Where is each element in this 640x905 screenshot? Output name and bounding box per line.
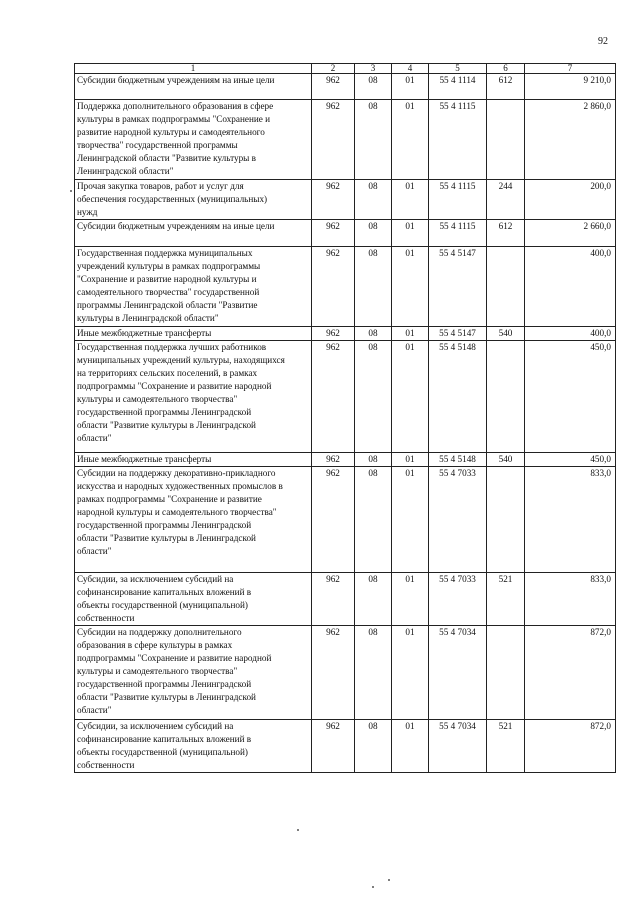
column-header: 7 <box>525 64 616 74</box>
row-grbs-code: 962 <box>312 74 355 100</box>
table-header-row <box>75 64 616 74</box>
row-grbs-code: 962 <box>312 573 355 626</box>
column-header: 1 <box>75 64 312 74</box>
row-subsection-code: 01 <box>392 180 429 220</box>
row-subsection-code: 01 <box>392 626 429 720</box>
row-description <box>75 327 312 341</box>
row-expense-type-code <box>487 247 525 327</box>
row-description-text: Иные межбюджетные трансферты <box>77 454 212 464</box>
row-target-article-code: 55 4 1115 <box>429 100 487 180</box>
row-grbs-code: 962 <box>312 626 355 720</box>
table-row <box>75 74 616 100</box>
row-expense-type-code <box>487 626 525 720</box>
table-row <box>75 467 616 573</box>
row-expense-type-code <box>487 467 525 573</box>
row-subsection-code: 01 <box>392 74 429 100</box>
row-description <box>75 467 312 573</box>
row-section-code: 08 <box>355 453 392 467</box>
row-grbs-code: 962 <box>312 247 355 327</box>
row-expense-type-code: 521 <box>487 573 525 626</box>
table-row <box>75 180 616 220</box>
row-description-text: Государственная поддержка муниципальных учреждений культуры в рамках подпрограммы "Сохранение и развитие народной культуры и самодеятельного творчества" государственной программы Ленинградской области "Развитие культуры в Ленинградской области" <box>77 248 261 323</box>
row-description-text: Субсидии, за исключением субсидий на софинансирование капитальных вложений в объекты государственной (муниципальной) собственности <box>77 574 252 623</box>
row-grbs-code: 962 <box>312 180 355 220</box>
row-amount: 9 210,0 <box>525 74 616 100</box>
row-subsection-code: 01 <box>392 341 429 453</box>
row-target-article-code: 55 4 1114 <box>429 74 487 100</box>
row-description-text: Прочая закупка товаров, работ и услуг для обеспечения государственных (муниципальных) нужд <box>77 181 268 217</box>
row-subsection-code: 01 <box>392 100 429 180</box>
table-row <box>75 327 616 341</box>
row-grbs-code: 962 <box>312 453 355 467</box>
table-row <box>75 341 616 453</box>
row-subsection-code: 01 <box>392 247 429 327</box>
row-subsection-code: 01 <box>392 467 429 573</box>
row-section-code: 08 <box>355 626 392 720</box>
row-description <box>75 720 312 773</box>
row-target-article-code: 55 4 1115 <box>429 180 487 220</box>
row-description-text: Поддержка дополнительного образования в сфере культуры в рамках подпрограммы "Сохранение и развитие народной культуры и самодеятельного творчества" государственной программы Ленинградской области "Развитие культуры в Ленинградской области" <box>77 101 274 176</box>
scan-speck <box>372 886 374 888</box>
row-description <box>75 341 312 453</box>
table-row <box>75 100 616 180</box>
row-section-code: 08 <box>355 467 392 573</box>
row-amount: 450,0 <box>525 341 616 453</box>
row-target-article-code: 55 4 7033 <box>429 467 487 573</box>
row-description <box>75 247 312 327</box>
row-target-article-code: 55 4 5147 <box>429 247 487 327</box>
row-expense-type-code: 612 <box>487 74 525 100</box>
column-header: 4 <box>392 64 429 74</box>
row-expense-type-code: 244 <box>487 180 525 220</box>
row-amount: 400,0 <box>525 247 616 327</box>
column-header: 2 <box>312 64 355 74</box>
row-grbs-code: 962 <box>312 720 355 773</box>
scan-speck <box>297 829 299 831</box>
table-row <box>75 220 616 247</box>
row-description-text: Государственная поддержка лучших работников муниципальных учреждений культуры, находящихся на территориях сельских поселений, в рамках подпрограммы "Сохранение и развитие народной культуры и самодеятельного творчества" государственной программы Ленинградской области "Развитие культуры в Ленинградской области" <box>77 342 285 443</box>
row-grbs-code: 962 <box>312 327 355 341</box>
table-row <box>75 247 616 327</box>
row-section-code: 08 <box>355 573 392 626</box>
table-row <box>75 573 616 626</box>
row-expense-type-code <box>487 341 525 453</box>
row-section-code: 08 <box>355 327 392 341</box>
row-section-code: 08 <box>355 74 392 100</box>
row-grbs-code: 962 <box>312 341 355 453</box>
row-target-article-code: 55 4 5148 <box>429 453 487 467</box>
column-header: 6 <box>487 64 525 74</box>
scan-speck <box>70 190 72 192</box>
table-row <box>75 453 616 467</box>
row-amount: 400,0 <box>525 327 616 341</box>
row-subsection-code: 01 <box>392 720 429 773</box>
row-target-article-code: 55 4 5147 <box>429 327 487 341</box>
row-description <box>75 74 312 100</box>
row-target-article-code: 55 4 7034 <box>429 720 487 773</box>
row-grbs-code: 962 <box>312 100 355 180</box>
row-grbs-code: 962 <box>312 467 355 573</box>
row-expense-type-code <box>487 100 525 180</box>
row-section-code: 08 <box>355 180 392 220</box>
row-target-article-code: 55 4 7034 <box>429 626 487 720</box>
scan-speck <box>388 879 390 881</box>
row-description-text: Иные межбюджетные трансферты <box>77 328 212 338</box>
page-number: 92 <box>598 36 608 47</box>
row-expense-type-code: 540 <box>487 327 525 341</box>
row-description-text: Субсидии бюджетным учреждениям на иные цели <box>77 75 275 85</box>
row-amount: 2 860,0 <box>525 100 616 180</box>
row-target-article-code: 55 4 1115 <box>429 220 487 247</box>
column-header: 5 <box>429 64 487 74</box>
table-row <box>75 626 616 720</box>
row-subsection-code: 01 <box>392 453 429 467</box>
budget-table <box>74 63 616 773</box>
row-amount: 833,0 <box>525 573 616 626</box>
row-expense-type-code: 540 <box>487 453 525 467</box>
row-description <box>75 626 312 720</box>
row-section-code: 08 <box>355 720 392 773</box>
row-subsection-code: 01 <box>392 220 429 247</box>
row-expense-type-code: 521 <box>487 720 525 773</box>
row-description-text: Субсидии на поддержку декоративно-прикладного искусства и народных художественных промыслов в рамках подпрограммы "Сохранение и развитие народной культуры и самодеятельного творчества" государственной программы Ленинградской области "Развитие культуры в Ленинградской области" <box>77 468 283 556</box>
row-amount: 872,0 <box>525 720 616 773</box>
row-amount: 833,0 <box>525 467 616 573</box>
row-description <box>75 180 312 220</box>
table-row <box>75 720 616 773</box>
row-section-code: 08 <box>355 100 392 180</box>
column-header: 3 <box>355 64 392 74</box>
row-description-text: Субсидии, за исключением субсидий на софинансирование капитальных вложений в объекты государственной (муниципальной) собственности <box>77 721 252 770</box>
row-target-article-code: 55 4 5148 <box>429 341 487 453</box>
row-section-code: 08 <box>355 247 392 327</box>
row-description-text: Субсидии на поддержку дополнительного образования в сфере культуры в рамках подпрограммы "Сохранение и развитие народной культуры и самодеятельного творчества" государственной программы Ленинградской области "Развитие культуры в Ленинградской области" <box>77 627 272 715</box>
row-expense-type-code: 612 <box>487 220 525 247</box>
row-subsection-code: 01 <box>392 573 429 626</box>
row-amount: 200,0 <box>525 180 616 220</box>
row-subsection-code: 01 <box>392 327 429 341</box>
row-amount: 2 660,0 <box>525 220 616 247</box>
row-section-code: 08 <box>355 341 392 453</box>
row-description <box>75 220 312 247</box>
row-description <box>75 453 312 467</box>
row-description <box>75 573 312 626</box>
row-amount: 450,0 <box>525 453 616 467</box>
row-target-article-code: 55 4 7033 <box>429 573 487 626</box>
row-description <box>75 100 312 180</box>
row-section-code: 08 <box>355 220 392 247</box>
row-grbs-code: 962 <box>312 220 355 247</box>
row-amount: 872,0 <box>525 626 616 720</box>
row-description-text: Субсидии бюджетным учреждениям на иные цели <box>77 221 275 231</box>
